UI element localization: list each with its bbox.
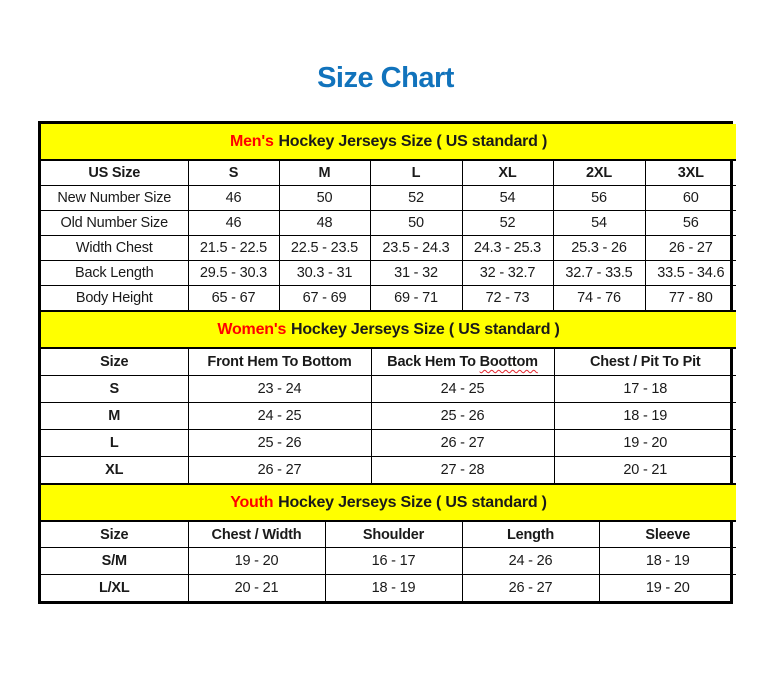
youth-section-title [41,485,736,522]
table-cell: 20 - 21 [188,575,325,602]
table-row [41,430,736,457]
table-cell: 52 [370,186,462,211]
table-row [41,548,736,575]
table-cell: 18 - 19 [325,575,462,602]
table-cell: 74 - 76 [553,286,645,311]
table-cell: 26 - 27 [188,457,371,484]
table-cell: 27 - 28 [371,457,554,484]
row-label: S [41,376,188,403]
column-header: Front Hem To Bottom [188,348,371,376]
page-title: Size Chart [317,62,454,94]
womens-title-rest: Hockey Jerseys Size ( US standard ) [290,320,560,338]
size-chart [38,121,733,604]
column-header: Chest / Width [188,521,325,548]
column-header: L [370,160,462,186]
table-cell: 18 - 19 [599,548,736,575]
table-cell: 25.3 - 26 [553,236,645,261]
table-row [41,457,736,484]
column-header: Sleeve [599,521,736,548]
youth-accent-word: Youth [230,493,274,511]
column-header: S [188,160,279,186]
table-cell: 22.5 - 23.5 [279,236,370,261]
column-header: 2XL [553,160,645,186]
row-label: New Number Size [41,186,188,211]
table-cell: 69 - 71 [370,286,462,311]
table-cell: 25 - 26 [188,430,371,457]
row-label: Body Height [41,286,188,311]
table-row [41,261,736,286]
table-cell: 26 - 27 [645,236,736,261]
table-cell: 48 [279,211,370,236]
womens-header-row [41,348,736,376]
row-label: Old Number Size [41,211,188,236]
spellcheck-underlined-word: Boottom [479,354,538,370]
table-cell: 60 [645,186,736,211]
header-prefix: Back Hem To [387,354,476,370]
table-cell: 32 - 32.7 [462,261,553,286]
table-cell: 56 [553,186,645,211]
table-row [41,211,736,236]
youth-section-band [41,485,736,522]
table-row [41,286,736,311]
table-cell: 24 - 25 [371,376,554,403]
column-header: M [279,160,370,186]
table-cell: 21.5 - 22.5 [188,236,279,261]
table-cell: 33.5 - 34.6 [645,261,736,286]
table-cell: 46 [188,186,279,211]
table-cell: 20 - 21 [554,457,736,484]
table-cell: 50 [279,186,370,211]
table-cell: 17 - 18 [554,376,736,403]
table-cell: 18 - 19 [554,403,736,430]
table-cell: 67 - 69 [279,286,370,311]
column-header-misspelled [371,348,554,376]
table-cell: 26 - 27 [462,575,599,602]
womens-section-title [41,312,736,349]
column-header: Size [41,521,188,548]
table-cell: 29.5 - 30.3 [188,261,279,286]
column-header: Shoulder [325,521,462,548]
table-cell: 23.5 - 24.3 [370,236,462,261]
table-cell: 26 - 27 [371,430,554,457]
table-cell: 54 [553,211,645,236]
table-cell: 19 - 20 [645,580,690,596]
table-cell: 52 [462,211,553,236]
mens-title-rest: Hockey Jerseys Size ( US standard ) [278,132,548,150]
mens-section-band [41,124,736,160]
table-cell: 24 - 26 [462,548,599,575]
table-cell: 32.7 - 33.5 [553,261,645,286]
table-cell: 25 - 26 [371,403,554,430]
table-cell: 16 - 17 [325,548,462,575]
table-cell: 46 [188,211,279,236]
row-label: Back Length [41,261,188,286]
table-cell: 23 - 24 [188,376,371,403]
table-cell: 31 - 32 [370,261,462,286]
column-header: 3XL [645,160,736,186]
row-label: M [41,403,188,430]
womens-accent-word: Women's [217,320,287,338]
table-row [41,376,736,403]
table-row [41,236,736,261]
column-header: US Size [41,160,188,186]
table-cell: 19 - 20 [554,430,736,457]
table-row [41,575,736,602]
mens-section-title [41,124,736,160]
row-label: L/XL [41,575,188,602]
table-cell: 72 - 73 [462,286,553,311]
column-header: XL [462,160,553,186]
youth-size-table [41,484,736,601]
row-label: L [41,430,188,457]
table-cell: 50 [370,211,462,236]
womens-section-band [41,312,736,349]
table-cell: 24.3 - 25.3 [462,236,553,261]
table-cell: 19 - 20 [188,548,325,575]
table-cell: 65 - 67 [188,286,279,311]
table-cell: 30.3 - 31 [279,261,370,286]
mens-accent-word: Men's [229,132,274,150]
table-cell: 56 [645,211,736,236]
column-header: Length [462,521,599,548]
table-row [41,186,736,211]
row-label: S/M [41,548,188,575]
table-cell: 77 - 80 [645,286,736,311]
row-label: Width Chest [41,236,188,261]
column-header: Chest / Pit To Pit [554,348,736,376]
mens-size-table [41,124,736,311]
table-row [41,403,736,430]
youth-header-row [41,521,736,548]
row-label: XL [41,457,188,484]
womens-size-table [41,311,736,484]
table-cell: 54 [462,186,553,211]
youth-title-rest: Hockey Jerseys Size ( US standard ) [278,493,547,511]
mens-header-row [41,160,736,186]
column-header: Size [41,348,188,376]
table-cell: 24 - 25 [188,403,371,430]
